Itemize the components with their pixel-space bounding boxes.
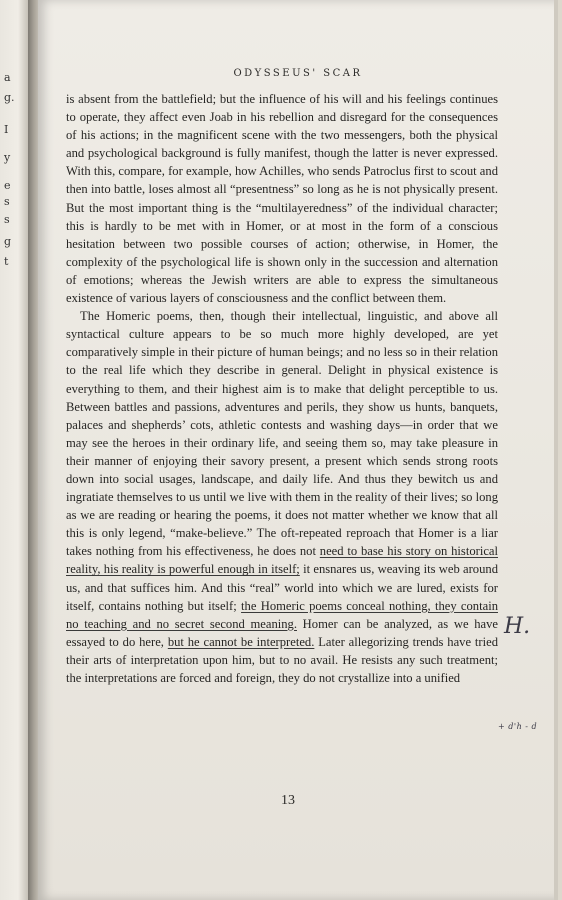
left-page-fragment: s: [4, 195, 10, 208]
text-segment: Homer can be analyzed, as we have essayed to do here,: [66, 616, 498, 649]
text-segment: Later allegorizing trends have tried their arts of interpretation upon him, but to no avail. He resists any such treatment; the interpretations are forced and foreign, they do not crystallize into a unified: [66, 634, 498, 685]
underlined-passage: the Homeric poems conceal nothing, they contain no teaching and no secret second meaning.: [66, 598, 498, 631]
handwritten-margin-annotation: + d'h - d: [498, 722, 538, 731]
page-number: 13: [281, 793, 295, 808]
left-page-fragment: g: [4, 235, 12, 248]
underlined-passage: but he cannot be interpreted.: [167, 634, 315, 649]
handwritten-margin-note: H.: [504, 614, 531, 639]
left-page-fragment: t: [4, 255, 9, 268]
left-page-fragment: g.: [4, 91, 15, 104]
left-facing-page: [0, 0, 30, 900]
left-page-fragment: s: [4, 213, 10, 226]
left-page-fragment: a: [4, 71, 11, 84]
book-page: [38, 0, 558, 900]
left-page-fragment: e: [4, 179, 11, 192]
left-page-fragment: I: [4, 123, 9, 136]
text-segment: The Homeric poems, then, though their intellectual, linguistic, and above all syntactical culture appears to be so much more highly developed, are yet comparatively simple in their picture of human beings; and no less so in their relation to the real life which they describe in general. Delight in physical existence is everything to them, and their highest aim is to make that delight perceptible to us. Between battles and passions, adventures and perils, they show us hunts, banquets, palaces and shepherds’ cots, athletic contests and washing days—in order that we may see the heroes in their ordinary life, and seeing them so, may take pleasure in their manner of enjoying their savory present, a present which sends strong roots down into social usages, landscape, and daily life. And thus they bewitch us and ingratiate themselves to us until we live with them in the reality of their lives; so long as we are reading or hearing the poems, it does not matter whether we know that all this is only legend, “make-believe.” The oft-repeated reproach that Homer is a liar takes nothing from his effectiveness, he does not: [66, 309, 498, 559]
paragraph-2: [66, 307, 498, 687]
left-page-fragment: y: [4, 151, 11, 164]
text-segment: is absent from the battlefield; but the influence of his will and his feelings continues to operate, they affect even Joab in his rebellion and disregard for the consequences of his actions; in the magnificent scene with the two messengers, both the physical and psychological background is fully manifest, though the latter is never expressed. With this, compare, for example, how Achilles, who sends Patroclus first to scout and then into battle, loses almost all “presentness” so long as he is not physically present. But the most important thing is the “multilayeredness” of the individual character; this is hardly to be met with in Homer, or at most in the form of a conscious hesitation between two possible courses of action; otherwise, in Homer, the complexity of the psychological life is shown only in the succession and alternation of emotions; whereas the Jewish writers are able to express the simultaneous existence of various layers of consciousness and the conflict between them.: [66, 92, 498, 306]
underlined-passage: need to base his story on historical reality, his reality is powerful enough in itself;: [66, 544, 498, 577]
body-text: [66, 90, 498, 687]
running-head: ODYSSEUS' SCAR: [233, 68, 363, 79]
text-segment: it ensnares us, weaving its web around us, and that suffices him. And this “real” world into which we are lured, exists for itself, contains nothing but itself;: [66, 562, 498, 613]
paragraph-1: [66, 90, 498, 307]
page-edge: [554, 0, 558, 900]
